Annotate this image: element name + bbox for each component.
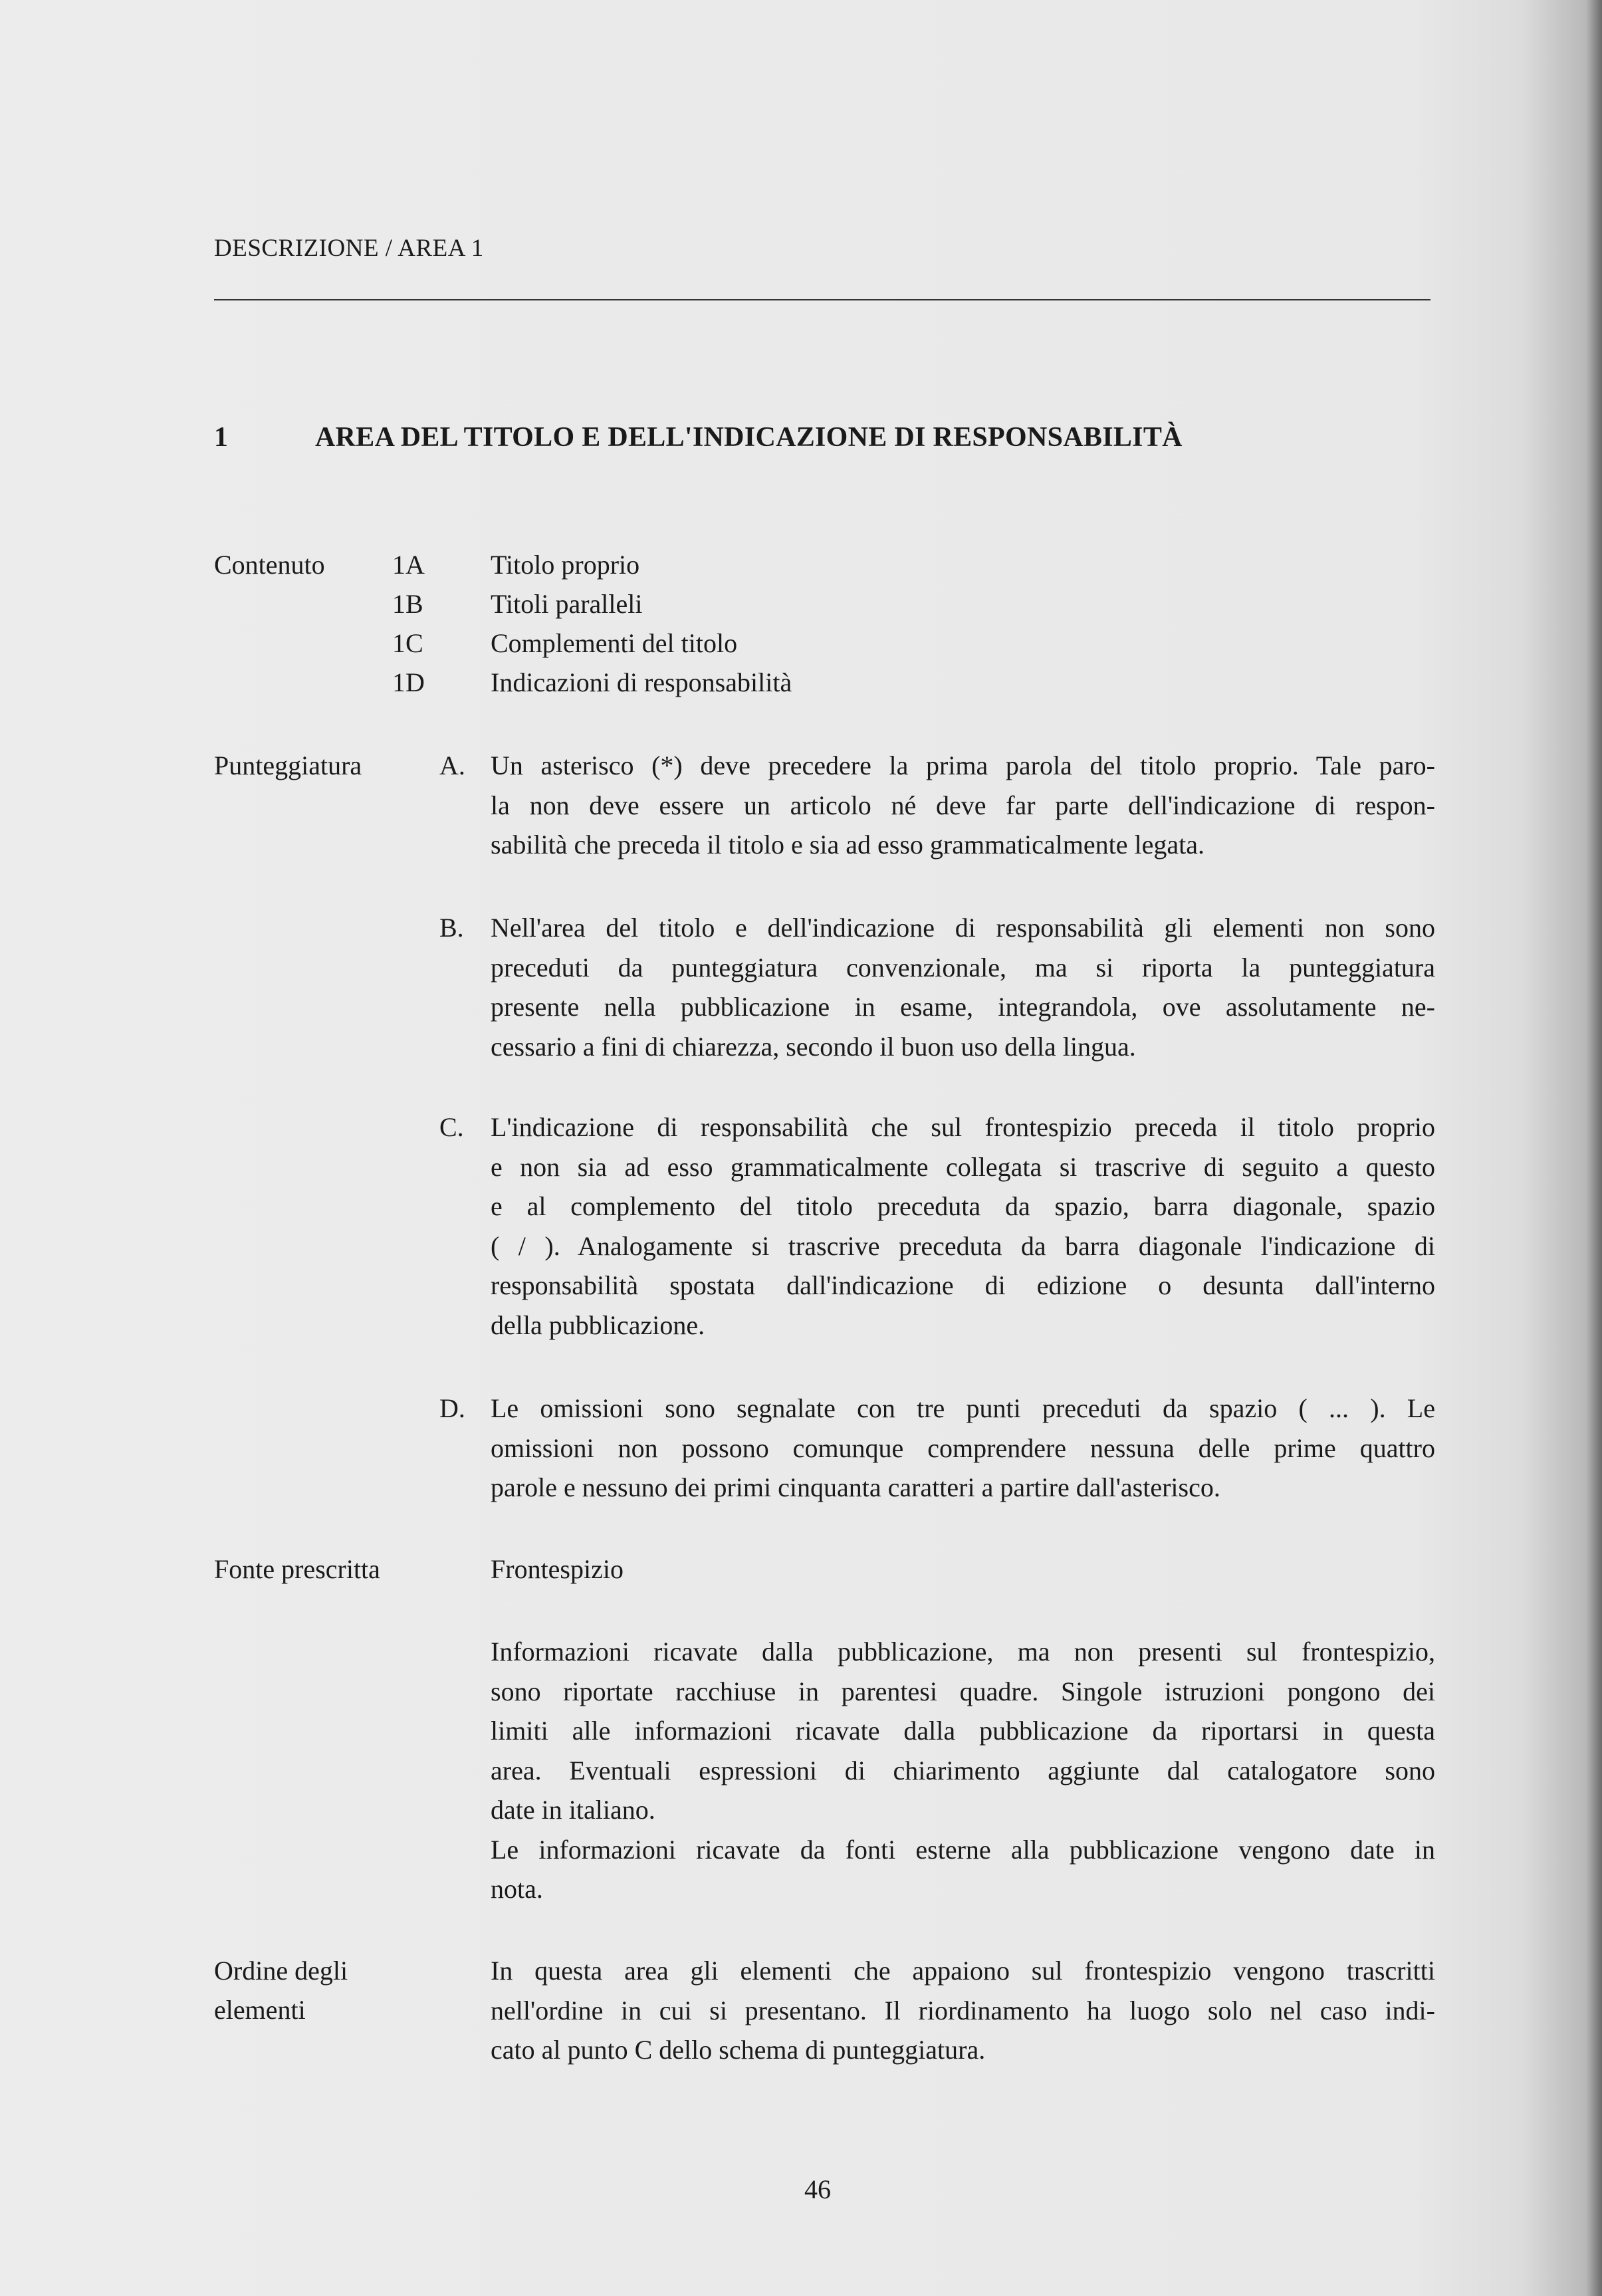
rule-letter: D. bbox=[439, 1393, 465, 1423]
text-line: cato al punto C dello schema di punteggiatura. bbox=[491, 2035, 986, 2065]
section-title: AREA DEL TITOLO E DELL'INDICAZIONE DI RESPONSABILITÀ bbox=[315, 422, 1183, 453]
text-line: L'indicazione di responsabilità che sul frontespizio preceda il titolo proprio bbox=[491, 1112, 1435, 1142]
ordine-label-line: elementi bbox=[214, 1995, 306, 2025]
text-line: sono riportate racchiuse in parentesi quadre. Singole istruzioni pongono dei bbox=[491, 1676, 1435, 1706]
ordine-text bbox=[491, 1951, 1435, 2070]
section-number: 1 bbox=[214, 422, 228, 453]
text-line: parole e nessuno dei primi cinquanta caratteri a partire dall'asterisco. bbox=[491, 1472, 1220, 1502]
text-line: Nell'area del titolo e dell'indicazione di responsabilità gli elementi non sono bbox=[491, 913, 1435, 943]
item-text: Titoli paralleli bbox=[491, 589, 643, 619]
text-line: sabilità che preceda il titolo e sia ad esso grammaticalmente legata. bbox=[491, 830, 1205, 860]
page-number: 46 bbox=[804, 2174, 831, 2204]
item-text: Titolo proprio bbox=[491, 550, 640, 580]
text-line: responsabilità spostata dall'indicazione di edizione o desunta dall'interno bbox=[491, 1270, 1435, 1300]
text-line: la non deve essere un articolo né deve far parte dell'indicazione di respon- bbox=[491, 790, 1435, 820]
fonte-paragraph-1 bbox=[491, 1632, 1435, 1909]
rule-c-text bbox=[491, 1107, 1435, 1345]
text-line: nell'ordine in cui si presentano. Il riordinamento ha luogo solo nel caso indi- bbox=[491, 1995, 1435, 2025]
text-line: e al complemento del titolo preceduta da spazio, barra diagonale, spazio bbox=[491, 1191, 1435, 1221]
text-line: Un asterisco (*) deve precedere la prima parola del titolo proprio. Tale paro- bbox=[491, 750, 1435, 780]
punteggiatura-label: Punteggiatura bbox=[214, 750, 362, 780]
text-line: cessario a fini di chiarezza, secondo il buon uso della lingua. bbox=[491, 1031, 1136, 1062]
ordine-label-line: Ordine degli bbox=[214, 1956, 348, 1986]
rule-letter: C. bbox=[439, 1112, 464, 1142]
text-line: ( / ). Analogamente si trascrive preceduta da barra diagonale l'indicazione di bbox=[491, 1230, 1435, 1261]
item-code: 1A bbox=[392, 550, 425, 580]
fonte-label: Fonte prescritta bbox=[214, 1554, 380, 1584]
text-line: Le omissioni sono segnalate con tre punti preceduti da spazio ( ... ). Le bbox=[491, 1393, 1435, 1423]
item-text: Indicazioni di responsabilità bbox=[491, 667, 792, 697]
rule-a-text bbox=[491, 746, 1435, 865]
text-line: limiti alle informazioni ricavate dalla pubblicazione da riportarsi in questa bbox=[491, 1716, 1435, 1746]
text-line: nota. bbox=[491, 1874, 543, 1904]
contenuto-label: Contenuto bbox=[214, 550, 325, 580]
fonte-value: Frontespizio bbox=[491, 1554, 624, 1584]
rule-letter: A. bbox=[439, 750, 465, 780]
header-rule bbox=[214, 299, 1430, 300]
text-line: Informazioni ricavate dalla pubblicazione, ma non presenti sul frontespizio, bbox=[491, 1637, 1435, 1666]
ordine-label bbox=[214, 1951, 348, 2029]
rule-b-text bbox=[491, 908, 1435, 1066]
running-header: DESCRIZIONE / AREA 1 bbox=[214, 235, 484, 262]
item-code: 1C bbox=[392, 628, 423, 658]
rule-letter: B. bbox=[439, 913, 464, 943]
item-code: 1D bbox=[392, 667, 425, 697]
text-line: e non sia ad esso grammaticalmente collegata si trascrive di seguito a questo bbox=[491, 1151, 1435, 1182]
text-line: preceduti da punteggiatura convenzionale, ma si riporta la punteggiatura bbox=[491, 952, 1435, 982]
item-text: Complementi del titolo bbox=[491, 628, 738, 658]
item-code: 1B bbox=[392, 589, 423, 619]
text-line: date in italiano. bbox=[491, 1795, 655, 1825]
text-line: presente nella pubblicazione in esame, integrandola, ove assolutamente ne- bbox=[491, 992, 1435, 1022]
text-line: Le informazioni ricavate da fonti esterne alla pubblicazione vengono date in bbox=[491, 1834, 1435, 1865]
text-line: In questa area gli elementi che appaiono sul frontespizio vengono trascritti bbox=[491, 1956, 1435, 1986]
rule-d-text bbox=[491, 1389, 1435, 1508]
text-line: omissioni non possono comunque comprendere nessuna delle prime quattro bbox=[491, 1433, 1435, 1463]
text-line: area. Eventuali espressioni di chiarimento aggiunte dal catalogatore sono bbox=[491, 1755, 1435, 1785]
text-line: della pubblicazione. bbox=[491, 1310, 705, 1340]
